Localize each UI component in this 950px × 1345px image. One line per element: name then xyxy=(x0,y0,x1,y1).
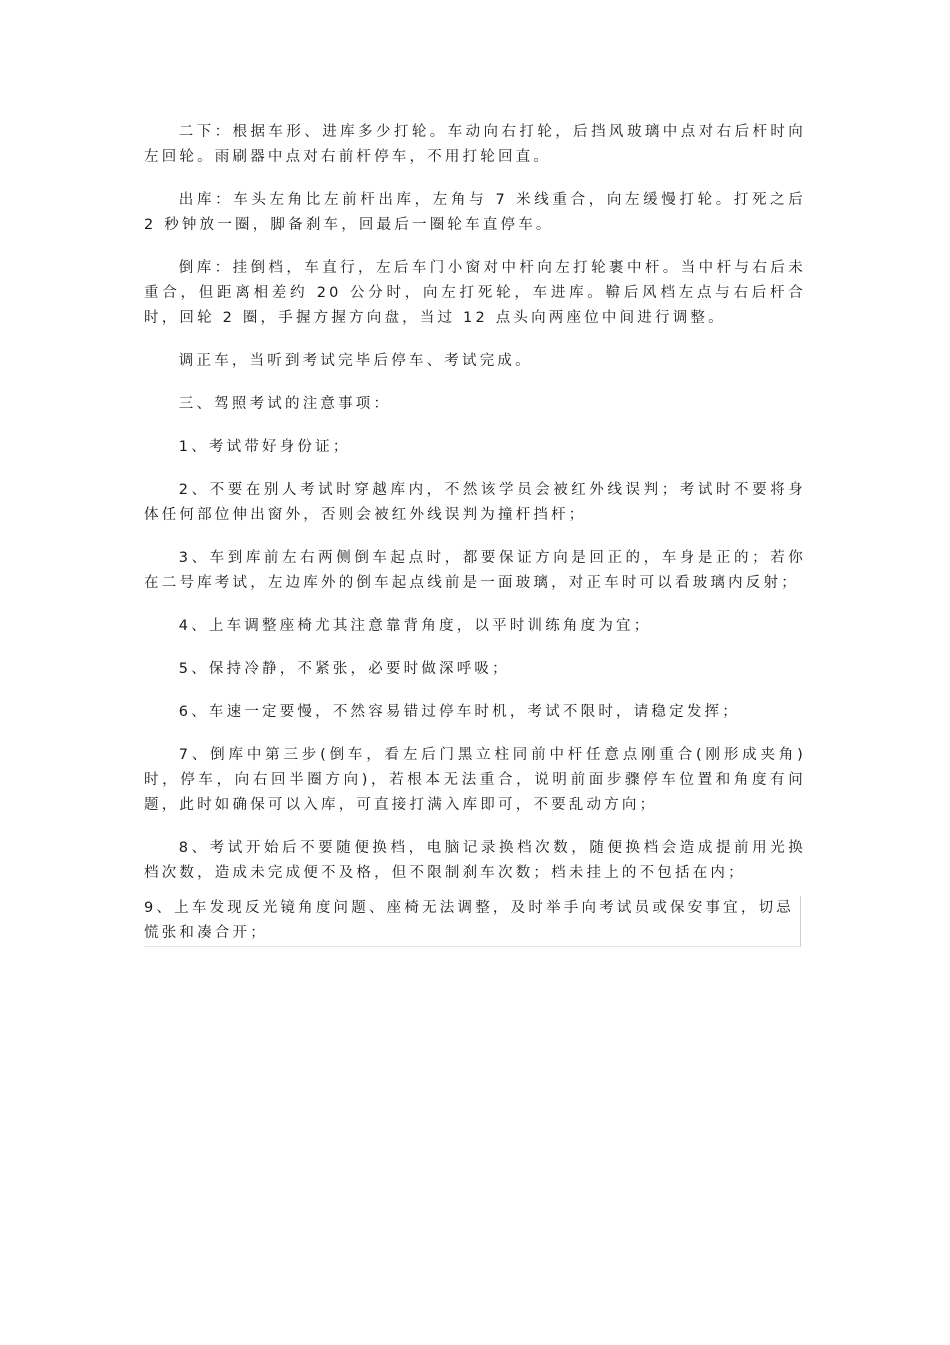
note-item-7: 7、倒库中第三步(倒车，看左后门黑立柱同前中杆任意点刚重合(刚形成夹角)时，停车，向右回半圈方向)，若根本无法重合，说明前面步骤停车位置和角度有问题，此时如确保可以入库，可直接打满入库即可，不要乱动方向； xyxy=(144,747,806,813)
note-item-9: 9、上车发现反光镜角度问题、座椅无法调整，及时举手向考试员或保安事宜，切忌慌张和凑合开； xyxy=(144,896,801,947)
note-item-1: 1、考试带好身份证； xyxy=(178,439,351,455)
paragraph-exit-garage: 出库：车头左角比左前杆出库，左角与 7 米线重合，向左缓慢打轮。打死之后 2 秒钟放一圈，脚备刹车，回最后一圈轮车直停车。 xyxy=(144,192,806,233)
note-item-2: 2、不要在别人考试时穿越库内，不然该学员会被红外线误判；考试时不要将身体任何部位伸出窗外，否则会被红外线误判为撞杆挡杆； xyxy=(144,482,806,523)
note-item-5: 5、保持冷静，不紧张，必要时做深呼吸； xyxy=(178,661,510,677)
note-item-6: 6、车速一定要慢，不然容易错过停车时机，考试不限时，请稳定发挥； xyxy=(178,704,740,720)
note-item-8: 8、考试开始后不要随便换档，电脑记录换档次数，随便换档会造成提前用光换档次数，造成未完成便不及格，但不限制刹车次数；档未挂上的不包括在内； xyxy=(144,840,806,881)
paragraph-straighten-car: 调正车，当听到考试完毕后停车、考试完成。 xyxy=(178,353,533,369)
note-item-3: 3、车到库前左右两侧倒车起点时，都要保证方向是回正的，车身是正的；若你在二号库考试，左边库外的倒车起点线前是一面玻璃，对正车时可以看玻璃内反射； xyxy=(144,550,806,591)
note-item-4: 4、上车调整座椅尤其注意靠背角度，以平时训练角度为宜； xyxy=(178,618,652,634)
section-heading-exam-notes: 三、驾照考试的注意事项： xyxy=(178,396,392,412)
document-body xyxy=(144,120,806,965)
paragraph-reverse-garage: 倒库：挂倒档，车直行，左后车门小窗对中杆向左打轮裹中杆。当中杆与右后未重合，但距离相差约 20 公分时，向左打死轮，车进库。鞥后风档左点与右后杆合时，回轮 2 圈，手握方握方向盘，当过 12 点头向两座位中间进行调整。 xyxy=(144,260,806,326)
paragraph-reverse-second: 二下：根据车形、进库多少打轮。车动向右打轮，后挡风玻璃中点对右后杆时向左回轮。雨刷器中点对右前杆停车，不用打轮回直。 xyxy=(144,124,806,165)
